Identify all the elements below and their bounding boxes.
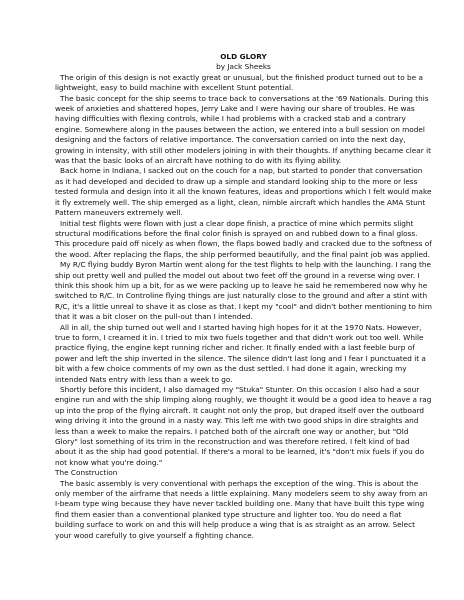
paragraph: Shortly before this incident, I also damaged my "Stuka" Stunter. On this occasion I also had a sour engine run and with the ship limping along roughly, we thought it would be a good idea to heave a rag up into the prop of the flying aircraft. It caught not only the prop, but draped itself over the outboard wing driving it into the ground in a nasty way. This left me with two good ships in dire straights and less than a week to make the repairs. I patched both of the aircraft one way or another, but "Old Glory" lost something of its trim in the reconstruction and was therefore retired. I felt kind of bad about it as the ship had good potential. If there's a moral to be learned, it's "don't mix fuels if you do not know what you're doing." <box>55 385 432 467</box>
document-title: OLD GLORY <box>220 52 267 61</box>
paragraph: My R/C flying buddy Byron Martin went along for the test flights to help with the launching. I rang the ship out pretty well and pulled the model out about two feet off the ground in a reverse wing over. I think this shook him up a bit, for as we were packing up to leave he said he remembered now why he switched to R/C. In Controline flying things are just naturally close to the ground and after a stint with R/C, it's a little unreal to shave it as close as that. I kept my "cool" and didn't bother mentioning to him that it was a bit closer on the pull-out than I intended. <box>55 260 432 322</box>
section-heading: The Construction <box>55 468 118 478</box>
article-body <box>55 73 432 541</box>
paragraph: The basic concept for the ship seems to trace back to conversations at the '69 Nationals. During this week of anxieties and shattered hopes, Jerry Lake and I were having our share of troubles. He was having difficulties with flexing controls, while I had problems with a cracked stab and a contrary engine. Somewhere along in the pauses between the action, we entered into a bull session on model designing and the factors of relative importance. The conversation carried on into the next day, growing in intensity, with still other modelers joining in with their thoughts. If anything became clear it was that the basic looks of an aircraft have nothing to do with its flying ability. <box>55 93 431 166</box>
paragraph: The basic assembly is very conventional with perhaps the exception of the wing. This is about the only member of the airframe that needs a little explaining. Many modelers seem to shy away from an I-beam type wing because they have never tackled building one. Many that have built this type wing find them easier than a conventional planked type structure and lighter too. You do need a flat building surface to work on and this will help produce a wing that is as straight as an arrow. Select your wood carefully to give yourself a fighting chance. <box>55 478 428 540</box>
paragraph: The origin of this design is not exactly great or unusual, but the finished product turned out to be a lightweight, easy to build machine with excellent Stunt potential. <box>55 72 423 93</box>
paragraph: Back home in Indiana, I sacked out on the couch for a nap, but started to ponder that conversation as it had developed and decided to draw up a simple and standard looking ship to the more or less tested formula and design into it all the known features, ideas and proportions which I felt would make it fly extremely well. The ship emerged as a light, clean, nimble aircraft which handles the AMA Stunt Pattern maneuvers extremely well. <box>55 166 432 218</box>
paragraph: All in all, the ship turned out well and I started having high hopes for it at the 1970 Nats. However, true to form, I creamed it in. I tried to mix two fuels together and that didn't work out too well. While practice flying, the engine kept running richer and richer. It finally ended with a last feeble burp of power and left the ship inverted in the silence. The silence didn't last long and I fear I punctuated it a bit with a few choice comments of my own as the dust settled. I had done it again, wrecking my intended Nats entry with less than a week to go. <box>55 322 426 384</box>
paragraph: Initial test flights were flown with just a clear dope finish, a practice of mine which permits slight structural modifications before the final color finish is sprayed on and rubbed down to a final gloss. This procedure paid off nicely as when flown, the flaps bowed badly and cracked due to the softness of the wood. After replacing the flaps, the ship performed beautifully, and the final paint job was applied. <box>55 218 432 259</box>
author-byline: by Jack Sheeks <box>216 62 271 72</box>
